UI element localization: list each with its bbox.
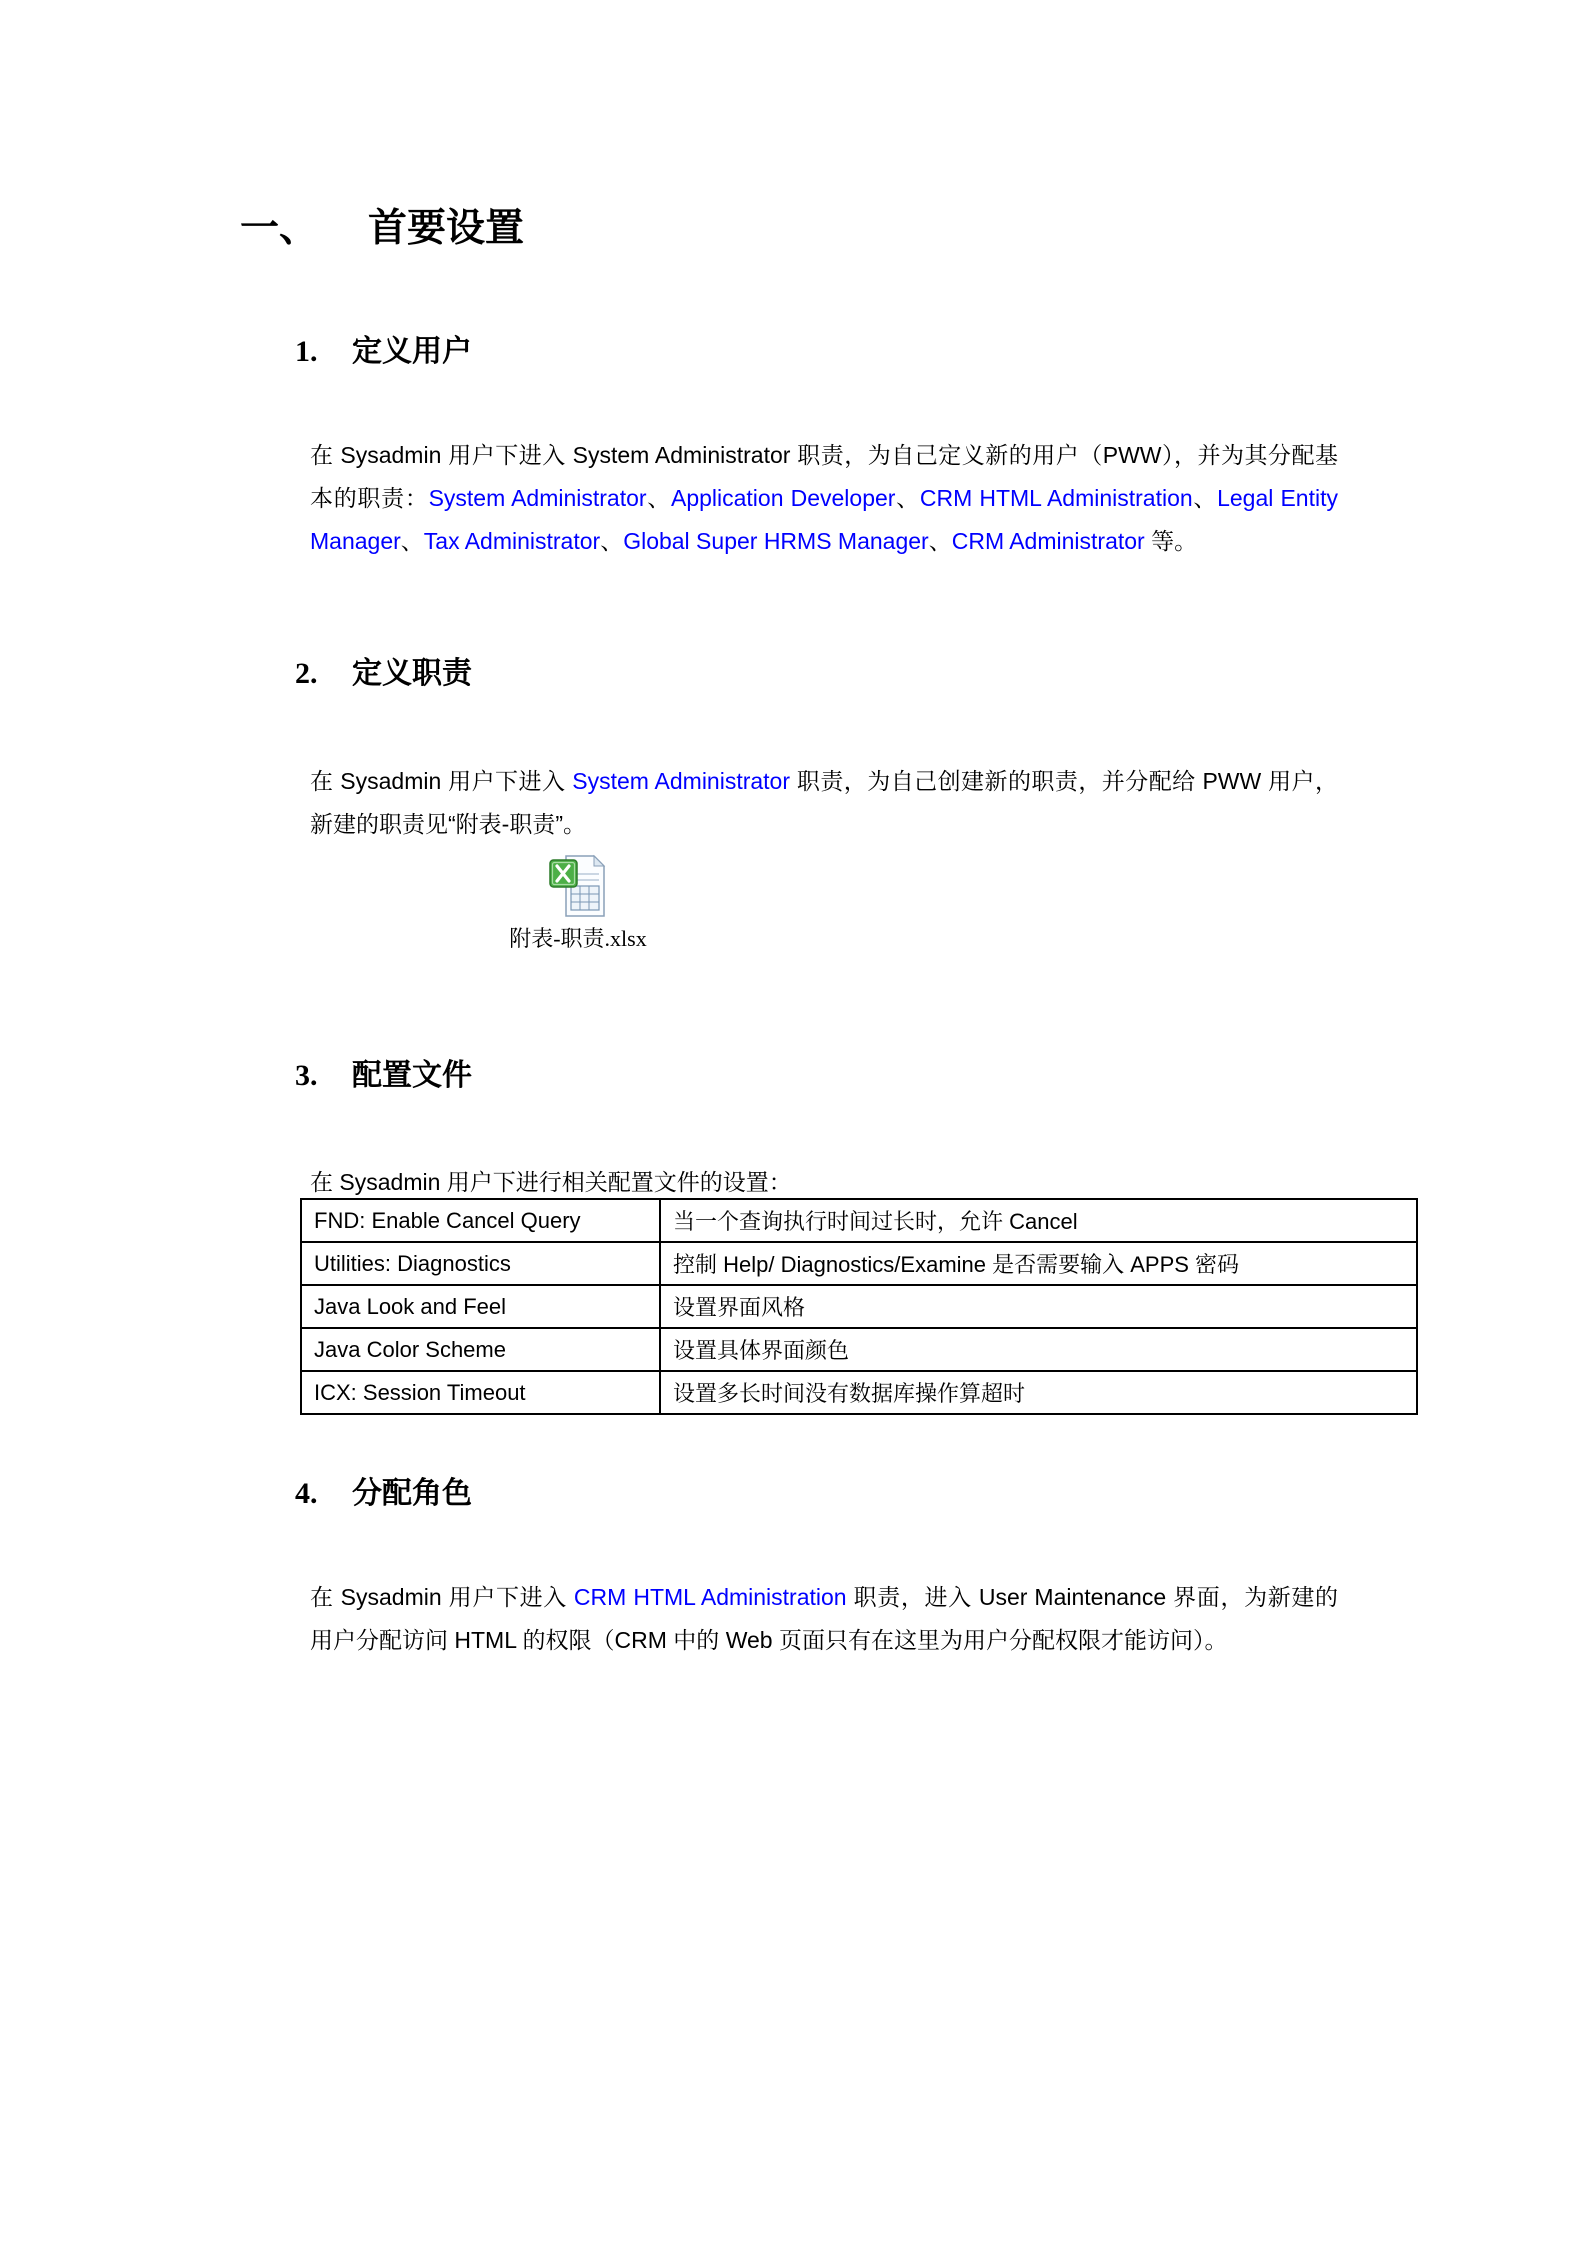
responsibility-link-text: Legal Entity Manager <box>310 485 1338 554</box>
profile-table-row <box>301 1371 1417 1414</box>
profile-option-description: 设置界面风格 <box>660 1285 1417 1328</box>
body-text-run: 、 <box>895 485 920 511</box>
body-text-run: 职责，为自己创建新的职责，并分配给 PWW 用户，新建的职责见“附表-职责”。 <box>310 768 1338 837</box>
section-title: 定义用户 <box>352 335 472 368</box>
body-text-run: 、 <box>928 528 952 554</box>
title-text: 首要设置 <box>368 207 525 250</box>
responsibility-link-text: Global Super HRMS Manager <box>623 528 929 554</box>
responsibility-link-text: System Administrator <box>428 485 647 511</box>
body-text-run: 、 <box>1192 485 1218 511</box>
responsibility-link-text: System Administrator <box>572 768 791 794</box>
section-heading-define-users <box>295 332 472 372</box>
section-number: 3. <box>295 1059 318 1092</box>
profile-table-row <box>301 1242 1417 1285</box>
page-title <box>240 206 524 252</box>
profile-option-description: 设置多长时间没有数据库操作算超时 <box>660 1371 1417 1414</box>
section-title: 配置文件 <box>352 1059 472 1092</box>
profile-option-description: 控制 Help/ Diagnostics/Examine 是否需要输入 APPS 密码 <box>660 1242 1417 1285</box>
excel-file-icon[interactable] <box>549 854 607 920</box>
profile-table-row <box>301 1328 1417 1371</box>
section-title: 分配角色 <box>352 1477 472 1510</box>
section-heading-profile-options <box>295 1056 472 1096</box>
section-number: 2. <box>295 657 318 690</box>
responsibility-link-text: CRM HTML Administration <box>919 485 1193 511</box>
body-text-run: 、 <box>400 528 424 554</box>
section-title: 定义职责 <box>352 657 472 690</box>
attachment-filename[interactable]: 附表-职责.xlsx <box>509 926 647 951</box>
attachment-excel-object[interactable] <box>488 854 668 953</box>
section-heading-assign-roles <box>295 1474 472 1514</box>
body-text-run: 、 <box>646 485 671 511</box>
responsibility-link-text: CRM HTML Administration <box>573 1584 847 1610</box>
body-text-run: 等。 <box>1144 528 1198 554</box>
paragraph-define-users <box>310 434 1338 563</box>
profile-option-name: Java Look and Feel <box>301 1285 660 1328</box>
profile-table-row <box>301 1285 1417 1328</box>
profile-option-name: ICX: Session Timeout <box>301 1371 660 1414</box>
paragraph-profile-intro: 在 Sysadmin 用户下进行相关配置文件的设置： <box>310 1169 792 1195</box>
body-text-run: 在 Sysadmin 用户下进入 <box>310 768 573 794</box>
section-number: 1. <box>295 335 318 368</box>
profile-option-description: 当一个查询执行时间过长时，允许 Cancel <box>660 1199 1417 1242</box>
profile-option-name: Utilities: Diagnostics <box>301 1242 660 1285</box>
paragraph-define-responsibilities <box>310 760 1338 846</box>
profile-option-description: 设置具体界面颜色 <box>660 1328 1417 1371</box>
profile-options-table <box>300 1198 1418 1415</box>
responsibility-link-text: Application Developer <box>670 485 896 511</box>
body-text-run: 在 Sysadmin 用户下进入 <box>310 1584 574 1610</box>
body-text-run: 、 <box>600 528 624 554</box>
responsibility-link-text: Tax Administrator <box>423 528 601 554</box>
profile-options-table-body <box>301 1199 1417 1414</box>
section-heading-define-responsibilities <box>295 654 472 694</box>
profile-option-name: Java Color Scheme <box>301 1328 660 1371</box>
body-text-run: 在 Sysadmin 用户下进入 System Administrator 职责，为自己定义新的用户（PWW），并为其分配基本的职责： <box>310 442 1338 511</box>
paragraph-assign-roles <box>310 1576 1338 1662</box>
section-number: 4. <box>295 1477 318 1510</box>
responsibility-link-text: CRM Administrator <box>951 528 1145 554</box>
profile-option-name: FND: Enable Cancel Query <box>301 1199 660 1242</box>
title-numeral: 一、 <box>240 207 319 250</box>
profile-table-row <box>301 1199 1417 1242</box>
body-text-run: 职责，进入 User Maintenance 界面，为新建的用户分配访问 HTML 的权限（CRM 中的 Web 页面只有在这里为用户分配权限才能访问）。 <box>310 1584 1338 1653</box>
